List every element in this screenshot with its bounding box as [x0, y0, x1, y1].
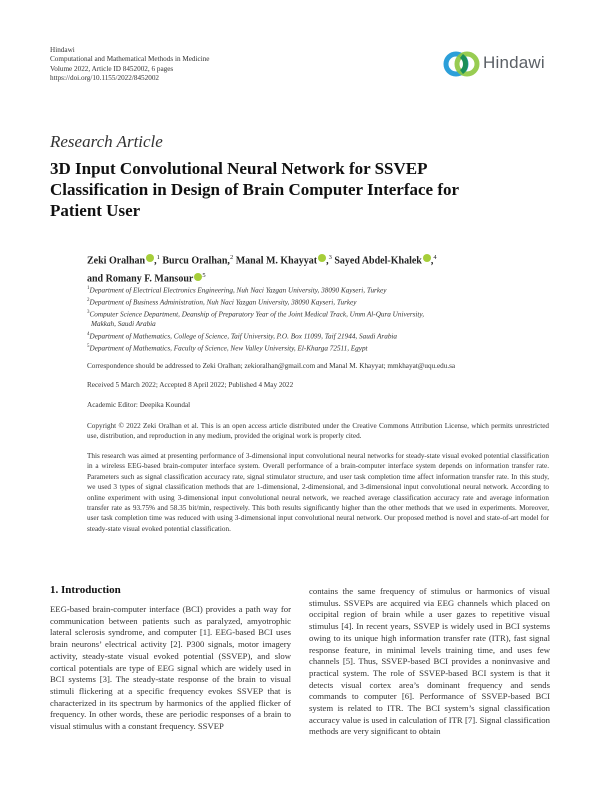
affiliation-item: [87, 330, 527, 342]
author-affil-number: 3: [328, 254, 332, 261]
article-type: Research Article: [50, 132, 163, 151]
author-affil-number: 5: [202, 272, 206, 280]
affiliation-continuation: Makkah, Saudi Arabia: [91, 320, 156, 329]
logo-text: Hindawi: [483, 53, 545, 72]
volume-info: Volume 2022, Article ID 8452002, 6 pages: [50, 64, 174, 73]
affiliation-number: 3: [87, 309, 90, 315]
author-list: [87, 250, 527, 287]
orcid-icon[interactable]: [423, 254, 431, 262]
author-separator: ,: [326, 255, 329, 267]
affiliation-text: Department of Mathematics, Faculty of Science, New Valley University, El-Kharga 72511, Egypt: [89, 343, 368, 352]
affiliation-number: 4: [87, 331, 90, 337]
abstract: This research was aimed at presenting performance of 3-dimensional input convolutional neural networks for steady-state visual evoked potential classification in a wireless EEG-based brain-computer interface system. Overall performance of a brain-computer interface system depends on information transfer rate. Parameters such as signal classification accuracy rate, signal stimulator structure, and user task completion time affect information transfer rate. In this study, we used 3 types of signal classification methods that are 1-dimensional, 2-dimensional, and 3-dimensional input convolutional neural network. According to online experiment with using 3-dimensional input convolutional neural network, we reached average classification accuracy rate and average information transfer rate as 93.75% and 58.35 bit/min, respectively. This both results significantly higher than the other methods that we used in experiments. Moreover, user task completion time was reduced with using 3-dimensional input convolutional neural network. Our proposed method is novel and state-of-art model for steady-state visual evoked potential classification.: [87, 452, 549, 533]
author-affil-number: 2: [229, 254, 234, 261]
journal-header: [50, 46, 210, 84]
affiliation-text: Department of Electrical Electronics Engineering, Nuh Naci Yazgan University, 38090 Kayseri, Turkey: [89, 286, 387, 295]
affiliation-number: 1: [87, 286, 90, 291]
publisher-name: Hindawi: [50, 46, 75, 54]
orcid-icon[interactable]: [318, 254, 326, 262]
author-affil-number: 4: [433, 254, 437, 261]
correspondence: Correspondence should be addressed to Zeki Oralhan; zekioralhan@gmail.com and Manal M. Khayyat; mmkhayat@uqu.edu.sa: [87, 362, 456, 370]
affiliation-text: Computer Science Department, Deanship of Preparatory Year of the Joint Medical Track, Umm Al-Qura University,: [89, 309, 425, 318]
affiliation-item: [87, 342, 527, 354]
affiliation-item: [87, 284, 527, 296]
author-separator: ,: [430, 255, 434, 267]
affiliation-list: [87, 284, 527, 353]
affiliation-number: 2: [87, 297, 90, 303]
author-name[interactable]: and Romany F. Mansour: [87, 273, 194, 285]
author-name[interactable]: Manal M. Khayyat: [235, 255, 318, 267]
body-column-left: EEG-based brain-computer interface (BCI) provides a path way for communication between patients such as paralyzed, amyotrophic lateral sclerosis syndrome, and computer [1]. EEG-based BCI uses brain neurons’ electrical activity [2]. P300 signals, motor imagery activity, steady-state visual evoked potential (SSVEP), and slow cortical potentials are type of EEG signal which are widely used in BCI systems [3]. The steady-state response of the brain to visual stimuli flickering at a specific frequency evokes SSVEP that is characterized in its spectrum by harmonics of the applied flicker of frequency. In other words, these are periodic responses of a brain to visual stimulus with a constant frequency. SSVEP: [50, 604, 291, 732]
affiliation-text: Department of Business Administration, Nuh Naci Yazgan University, 38090 Kayseri, Turkey: [89, 298, 357, 307]
affiliation-item: [87, 308, 527, 320]
hindawi-logo[interactable]: [443, 44, 553, 84]
affiliation-number: 5: [87, 343, 90, 349]
author-affil-number: 1: [156, 254, 160, 261]
hindawi-logo-icon: [443, 44, 481, 84]
article-title: 3D Input Convolutional Neural Network for SSVEP Classification in Design of Brain Computer Interface for Patient User: [50, 159, 459, 220]
affiliation-item: [87, 296, 527, 308]
author-name[interactable]: Zeki Oralhan: [87, 255, 146, 267]
orcid-icon[interactable]: [146, 254, 154, 262]
author-name[interactable]: Burcu Oralhan,: [162, 255, 230, 267]
copyright-notice: Copyright © 2022 Zeki Oralhan et al. This is an open access article distributed under the Creative Commons Attribution License, which permits unrestricted use, distribution, and reproduction in any medium, provided the original work is properly cited.: [87, 422, 549, 441]
body-column-right: contains the same frequency of stimulus or harmonics of visual stimulus. SSVEPs are acquired via EEG channels which placed on occipital region of brain while a user gazes to repetitive visual stimulus [4]. In recent years, SSVEP is widely used in BCI systems owing to its unique high information transfer rate (ITR), fast signal response feature, in minimal levels training time, and uses few channels [5]. Thus, SSVEP-based BCI provides a noninvasive and practical system. The role of SSVEP-based BCI system is that it detects visual cortex area’s dominant frequency and sends commands to computer [6]. Performance of SSVEP-based BCI system is related to ITR. The BCI system’s signal classification accuracy value is used in calculation of ITR [7]. Signal classification methods are very significant to obtain: [309, 586, 550, 737]
doi-link[interactable]: https://doi.org/10.1155/2022/8452002: [50, 74, 160, 83]
affiliation-text: Department of Mathematics, College of Science, Taif University, P.O. Box 11099, Taif 21944, Saudi Arabia: [89, 332, 398, 341]
author-name[interactable]: Sayed Abdel-Khalek: [334, 255, 422, 267]
academic-editor: Academic Editor: Deepika Koundal: [87, 401, 191, 409]
publication-dates: Received 5 March 2022; Accepted 8 April 2022; Published 4 May 2022: [87, 381, 294, 389]
author-separator: ,: [154, 255, 157, 267]
section-heading: 1. Introduction: [50, 584, 121, 596]
journal-name: Computational and Mathematical Methods in Medicine: [50, 55, 210, 64]
